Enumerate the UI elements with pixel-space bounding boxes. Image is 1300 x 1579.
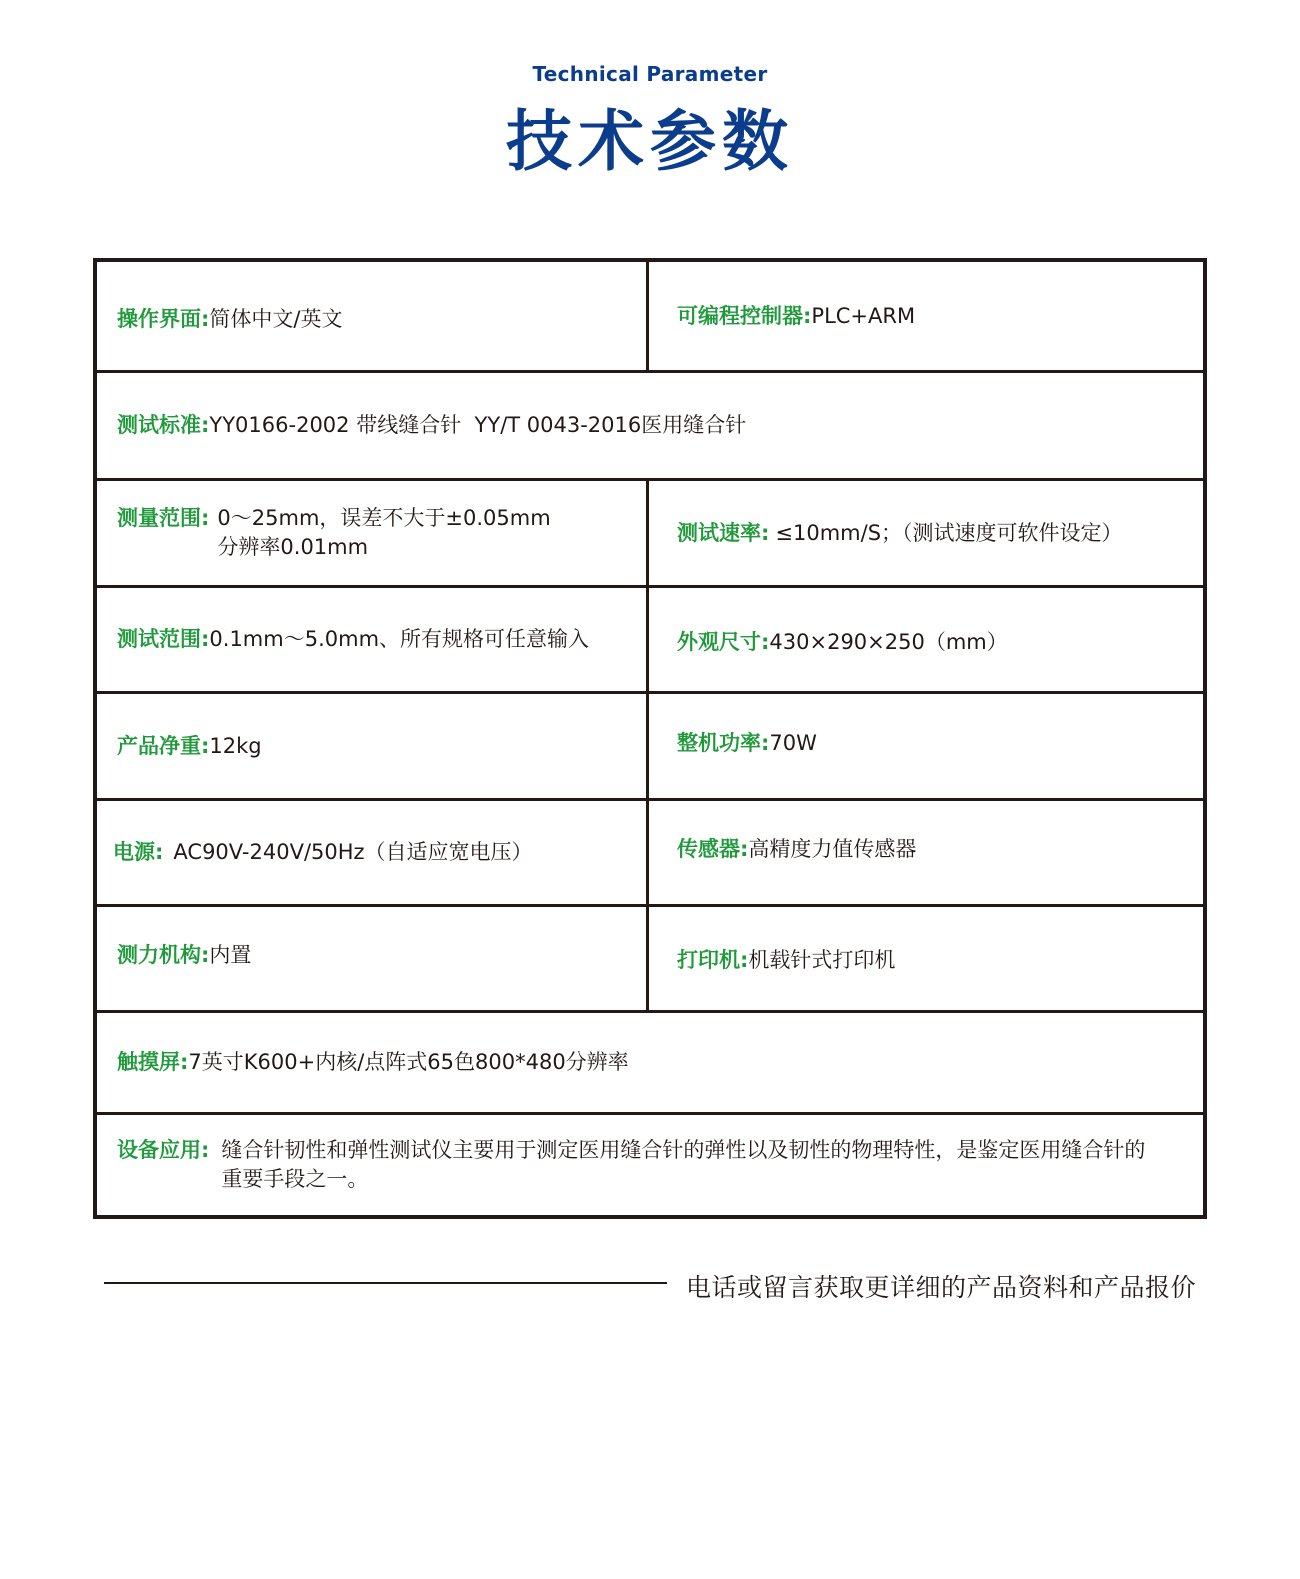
param-net-weight [97,694,649,798]
param-value: 缝合针韧性和弹性测试仪主要用于测定医用缝合针的弹性以及韧性的物理特性，是鉴定医用缝合针的 重要手段之一。 [221,1138,1146,1191]
table-row [97,801,1203,907]
parameter-table [93,258,1207,1219]
param-value: 430×290×250（mm） [769,630,1008,654]
param-value: AC90V-240V/50Hz（自适应宽电压） [173,840,533,864]
section-title: 技术参数 [506,103,794,180]
table-row [97,481,1203,588]
table-row [97,588,1203,694]
table-row [97,373,1203,481]
param-value: 0～25mm，误差不大于±0.05mm 分辨率0.01mm [217,506,551,559]
param-label: 设备应用: [117,1138,210,1162]
table-row [97,694,1203,801]
param-power-supply [97,801,649,904]
param-test-range [97,588,649,691]
param-label: 测试速率: [677,520,770,545]
param-force-mechanism [97,907,649,1010]
param-label: 测试范围: [117,627,210,651]
param-value: 0.1mm～5.0mm、所有规格可任意输入 [209,627,590,651]
param-value: 简体中文/英文 [209,306,343,331]
param-value: 高精度力值传感器 [748,837,917,861]
footer-contact-text: 电话或留言获取更详细的产品资料和产品报价 [686,1273,1197,1302]
param-value: PLC+ARM [811,303,916,328]
param-label: 测力机构: [117,943,210,967]
param-sensor [649,801,1203,904]
param-controller [649,262,1203,370]
section-subtitle: Technical Parameter [532,62,768,86]
param-label: 测试标准: [117,413,210,437]
param-test-speed [649,481,1203,585]
param-test-standard [97,373,1203,478]
param-value: 7英寸K600+内核/点阵式65色800*480分辨率 [188,1050,629,1074]
param-value: 内置 [209,943,252,967]
param-label: 可编程控制器: [677,303,812,328]
param-label: 外观尺寸: [677,630,770,654]
param-measure-range [97,481,649,585]
param-value: ≤10mm/S；（测试速度可软件设定） [775,520,1123,545]
param-label: 整机功率: [677,730,770,755]
table-row [97,907,1203,1013]
param-value: 机载针式打印机 [748,948,896,972]
param-label: 打印机: [677,948,749,972]
table-row [97,1013,1203,1115]
param-value: 70W [769,730,817,755]
table-row [97,1115,1203,1215]
param-printer [649,907,1203,1010]
footer-divider [104,1282,667,1284]
param-label: 电源: [113,840,164,864]
param-label: 操作界面: [117,306,210,331]
param-touchscreen [97,1013,1203,1112]
param-application [97,1115,1203,1215]
param-label: 测量范围: [117,506,210,530]
param-power [649,694,1203,798]
table-row [97,262,1203,373]
param-ui-language [97,262,649,370]
param-label: 产品净重: [117,733,210,758]
param-value: 12kg [209,733,262,758]
param-label: 传感器: [677,837,749,861]
param-dimensions [649,588,1203,691]
param-value: YY0166-2002 带线缝合针 YY/T 0043-2016医用缝合针 [209,413,747,437]
param-label: 触摸屏: [117,1050,189,1074]
